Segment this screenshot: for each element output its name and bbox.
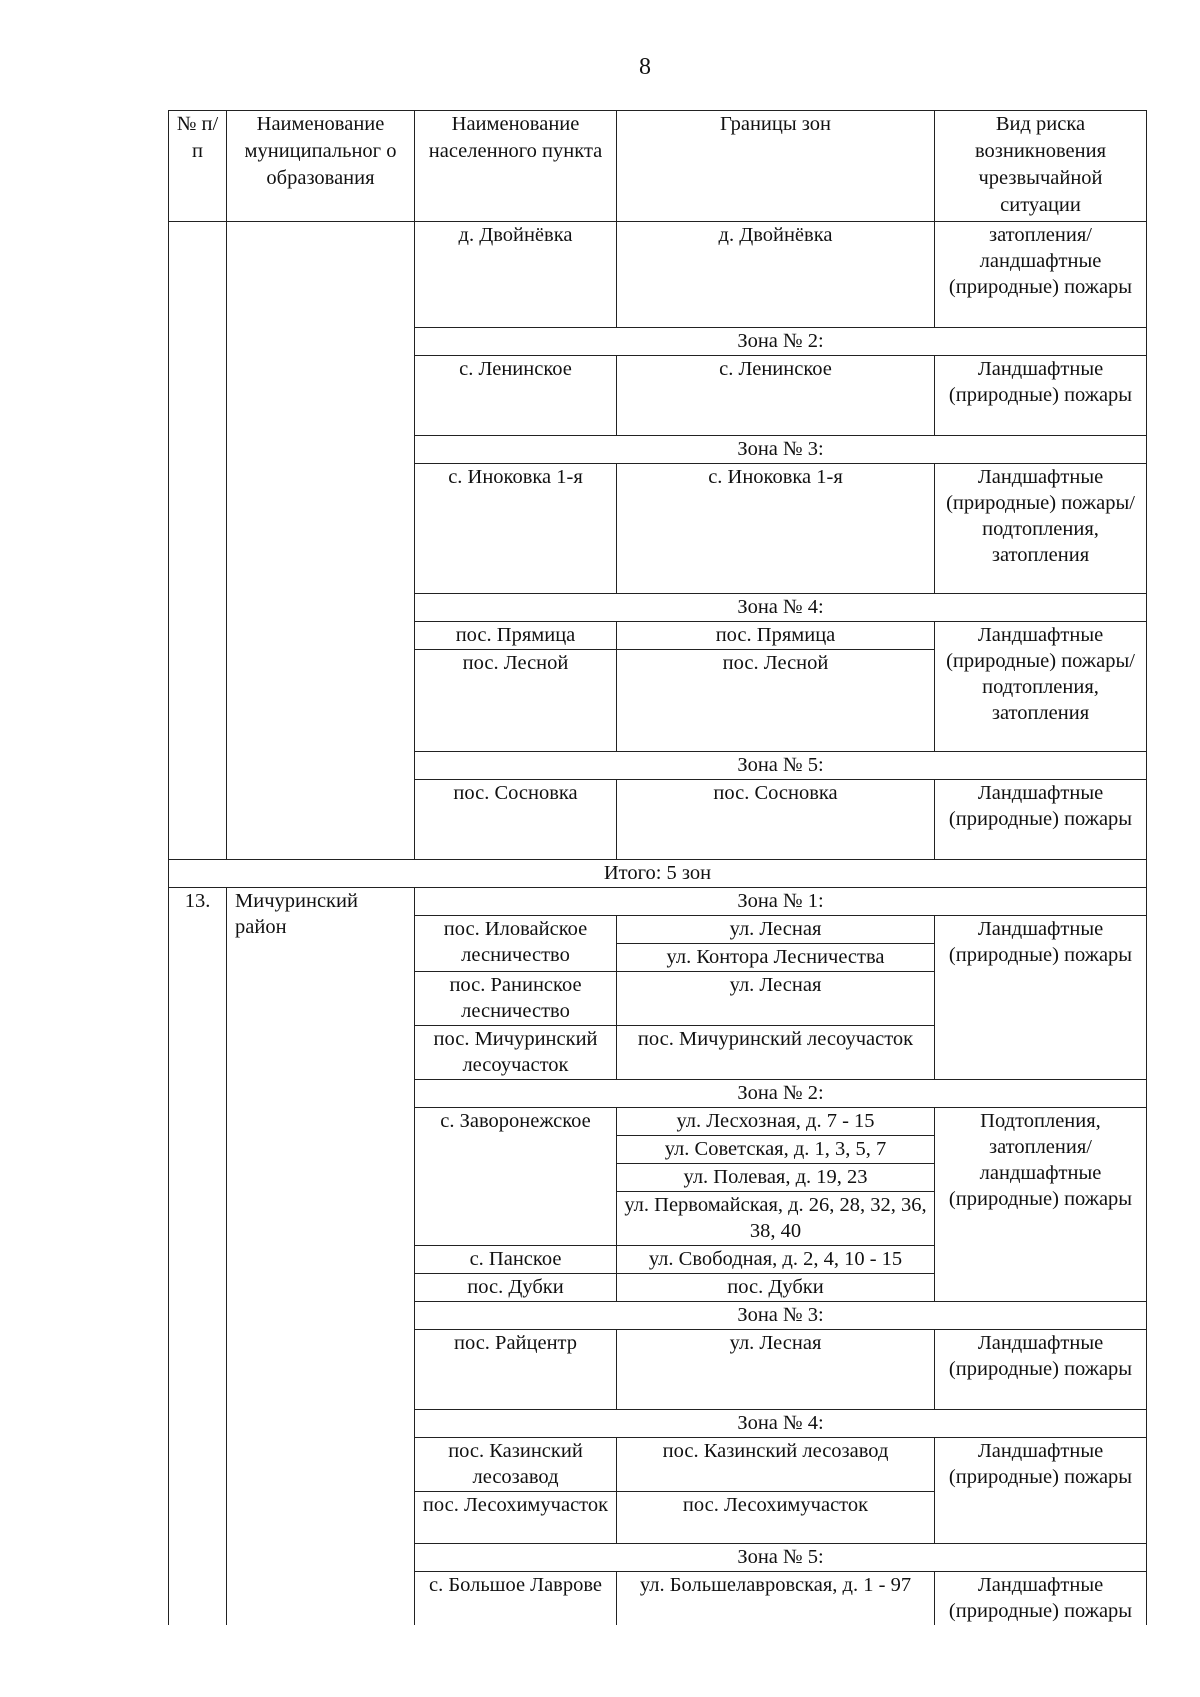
- border-cell: ул. Свободная, д. 2, 4, 10 - 15: [617, 1246, 935, 1274]
- header-risk: Вид риска возникновения чрезвычайной ситуации: [935, 111, 1147, 222]
- header-borders: Границы зон: [617, 111, 935, 222]
- zone-label: Зона № 4:: [415, 1410, 1147, 1438]
- border-cell: пос. Лесной: [617, 650, 935, 752]
- border-cell: пос. Казинский лесозавод: [617, 1438, 935, 1492]
- settlement-cell: с. Заворонежское: [415, 1108, 617, 1246]
- settlement-cell: с. Ленинское: [415, 356, 617, 436]
- zone-label: Зона № 2:: [415, 1080, 1147, 1108]
- settlement-cell: с. Панское: [415, 1246, 617, 1274]
- risk-cell: Ландшафтные (природные) пожары: [935, 1572, 1147, 1626]
- border-cell: ул. Контора Лесничества: [617, 944, 935, 972]
- settlement-cell: пос. Мичуринский лесоучасток: [415, 1026, 617, 1080]
- settlement-cell: пос. Иловайское лесничество: [415, 916, 617, 972]
- risk-cell: Ландшафтные (природные) пожары: [935, 1438, 1147, 1544]
- municipality-cell-empty: [227, 222, 415, 860]
- border-cell: ул. Лесная: [617, 1330, 935, 1410]
- zone-label: Зона № 3:: [415, 1302, 1147, 1330]
- border-cell: пос. Дубки: [617, 1274, 935, 1302]
- page-number: 8: [639, 54, 651, 80]
- row-number: 13.: [169, 888, 227, 1626]
- risk-cell: Ландшафтные (природные) пожары/ подтопления, затопления: [935, 622, 1147, 752]
- table-header-row: [169, 111, 1147, 222]
- risk-cell: Ландшафтные (природные) пожары: [935, 356, 1147, 436]
- zone-label: Зона № 5:: [415, 1544, 1147, 1572]
- risk-cell: Ландшафтные (природные) пожары/ подтопления, затопления: [935, 464, 1147, 594]
- header-num: № п/п: [169, 111, 227, 222]
- total-label: Итого: 5 зон: [169, 860, 1147, 888]
- zone-label: Зона № 4:: [415, 594, 1147, 622]
- border-cell: ул. Полевая, д. 19, 23: [617, 1164, 935, 1192]
- total-row: [169, 860, 1147, 888]
- settlement-cell: пос. Лесной: [415, 650, 617, 752]
- border-cell: ул. Советская, д. 1, 3, 5, 7: [617, 1136, 935, 1164]
- zones-table: [168, 110, 1147, 1625]
- border-cell: ул. Большелавровская, д. 1 - 97: [617, 1572, 935, 1626]
- settlement-cell: д. Двойнёвка: [415, 222, 617, 328]
- header-settlement: Наименование населенного пункта: [415, 111, 617, 222]
- settlement-cell: пос. Лесохимучасток: [415, 1492, 617, 1544]
- zone-row: [169, 888, 1147, 916]
- settlement-cell: пос. Дубки: [415, 1274, 617, 1302]
- border-cell: ул. Лесхозная, д. 7 - 15: [617, 1108, 935, 1136]
- header-municipality: Наименование муниципальног о образования: [227, 111, 415, 222]
- zone-label: Зона № 5:: [415, 752, 1147, 780]
- border-cell: пос. Лесохимучасток: [617, 1492, 935, 1544]
- table-row: [169, 222, 1147, 328]
- border-cell: пос. Сосновка: [617, 780, 935, 860]
- settlement-cell: пос. Сосновка: [415, 780, 617, 860]
- border-cell: д. Двойнёвка: [617, 222, 935, 328]
- settlement-cell: пос. Прямица: [415, 622, 617, 650]
- zone-label: Зона № 3:: [415, 436, 1147, 464]
- border-cell: пос. Мичуринский лесоучасток: [617, 1026, 935, 1080]
- settlement-cell: пос. Казинский лесозавод: [415, 1438, 617, 1492]
- risk-cell: затопления/ ландшафтные (природные) пожары: [935, 222, 1147, 328]
- border-cell: с. Ленинское: [617, 356, 935, 436]
- risk-cell: Ландшафтные (природные) пожары: [935, 780, 1147, 860]
- zone-label: Зона № 1:: [415, 888, 1147, 916]
- border-cell: ул. Лесная: [617, 972, 935, 1026]
- municipality-name: Мичуринский район: [227, 888, 415, 1626]
- settlement-cell: с. Иноковка 1-я: [415, 464, 617, 594]
- border-cell: с. Иноковка 1-я: [617, 464, 935, 594]
- risk-cell: Подтопления, затопления/ ландшафтные (природные) пожары: [935, 1108, 1147, 1302]
- risk-cell: Ландшафтные (природные) пожары: [935, 916, 1147, 1080]
- border-cell: ул. Первомайская, д. 26, 28, 32, 36, 38, 40: [617, 1192, 935, 1246]
- settlement-cell: пос. Райцентр: [415, 1330, 617, 1410]
- settlement-cell: с. Большое Лаврове: [415, 1572, 617, 1626]
- risk-cell: Ландшафтные (природные) пожары: [935, 1330, 1147, 1410]
- num-cell-empty: [169, 222, 227, 860]
- border-cell: пос. Прямица: [617, 622, 935, 650]
- zone-label: Зона № 2:: [415, 328, 1147, 356]
- settlement-cell: пос. Ранинское лесничество: [415, 972, 617, 1026]
- border-cell: ул. Лесная: [617, 916, 935, 944]
